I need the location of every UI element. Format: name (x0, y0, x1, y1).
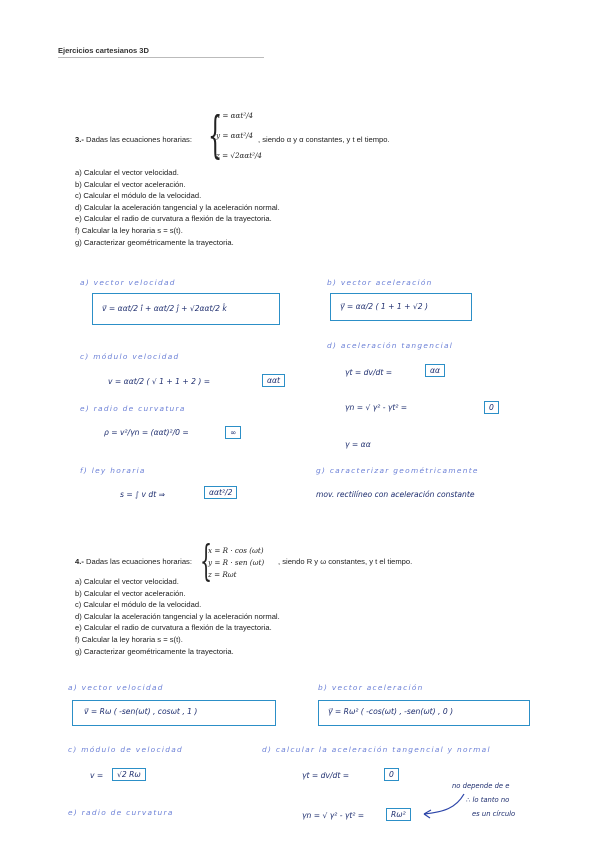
problem-3-eq-x: x = ααt²/4 (216, 111, 254, 120)
problem-3-item-e: e) Calcular el radio de curvatura a flexión de la trayectoria. (75, 214, 272, 224)
sol3-e-result: ∞ (225, 426, 241, 439)
sol3-g-label: g) caracterizar geométricamente (316, 466, 479, 475)
sol4-note-line3: es un círculo (472, 810, 516, 818)
sol3-d-label: d) aceleración tangencial (327, 341, 454, 350)
page-header-title: Ejercicios cartesianos 3D (58, 46, 149, 55)
sol4-e-label: e) radio de curvatura (68, 808, 174, 817)
problem-4-number: 4.- (75, 557, 84, 566)
sol3-d-tangential: γt = dv/dt = (345, 368, 393, 377)
sol3-a-result: v⃗ = ααt/2 î + ααt/2 ĵ + √2ααt/2 k̂ (102, 304, 227, 313)
sol3-b-label: b) vector aceleración (327, 278, 433, 287)
problem-3-eq-z: z = √2ααt²/4 (216, 151, 263, 160)
sol3-a-label: a) vector velocidad (80, 278, 176, 287)
problem-3-condition: , siendo α y α constantes, y t el tiempo. (258, 135, 390, 144)
sol4-note-line2: ∴ lo tanto no (466, 796, 510, 804)
problem-4-item-f: f) Calcular la ley horaria s = s(t). (75, 634, 183, 644)
problem-3-brace: { (208, 106, 223, 164)
sol4-c-expr: v = (90, 771, 104, 780)
problem-3-item-c: c) Calcular el módulo de la velocidad. (75, 191, 202, 201)
sol4-c-label: c) módulo de velocidad (68, 745, 184, 754)
sol3-c-expr: v = ααt/2 ( √ 1 + 1 + 2 ) = (108, 377, 211, 386)
problem-3-item-d: d) Calcular la aceleración tangencial y la aceleración normal. (75, 202, 280, 212)
problem-4-items (75, 577, 280, 658)
problem-4-eq-y: y = R · sen (ωt) (208, 558, 265, 567)
sol3-f-result: ααt²/2 (204, 486, 237, 499)
sol4-a-result: v⃗ = Rω ( -sen(ωt) , cosωt , 1 ) (84, 707, 198, 716)
sol4-d-tangential-result: 0 (384, 768, 399, 781)
problem-4-item-e: e) Calcular el radio de curvatura a flexión de la trayectoria. (75, 623, 272, 633)
sol4-d-normal-result: Rω² (386, 808, 411, 821)
header-divider (58, 57, 264, 58)
sol4-d-normal: γn = √ γ² - γt² = (302, 811, 365, 820)
problem-3-eq-y: y = ααt²/4 (216, 131, 254, 140)
problem-3-item-a: a) Calcular el vector velocidad. (75, 168, 179, 177)
problem-3-items (75, 168, 280, 249)
sol3-d-normal-result: 0 (484, 401, 499, 414)
sol4-d-label: d) calcular la aceleración tangencial y normal (262, 745, 491, 754)
sol3-f-expr: s = ∫ v dt ⇒ (120, 490, 165, 499)
sol3-b-result: γ⃗ = αα/2 ( 1 + 1 + √2 ) (340, 302, 428, 311)
sol3-d-tangential-result: αα (425, 364, 445, 377)
problem-4-condition: , siendo R y ω constantes, y t el tiempo. (278, 557, 413, 566)
problem-4-item-b: b) Calcular el vector aceleración. (75, 588, 186, 598)
problem-4-item-a: a) Calcular el vector velocidad. (75, 577, 179, 586)
sol3-g-result: mov. rectilíneo con aceleración constante (316, 490, 475, 499)
problem-3-equations (216, 110, 262, 162)
problem-3-number: 3.- (75, 135, 84, 144)
problem-3-item-b: b) Calcular el vector aceleración. (75, 179, 186, 189)
sol3-d-total: γ = αα (345, 440, 371, 449)
problem-3-intro-text: Dadas las ecuaciones horarias: (86, 135, 192, 144)
problem-4-intro-text: Dadas las ecuaciones horarias: (86, 557, 192, 566)
sol4-note-line1: no depende de e (452, 782, 510, 790)
sol3-c-label: c) módulo velocidad (80, 352, 180, 361)
sol4-a-label: a) vector velocidad (68, 683, 164, 692)
sol3-c-result: ααt (262, 374, 285, 387)
sol4-d-tangential: γt = dv/dt = (302, 771, 350, 780)
sol3-e-label: e) radio de curvatura (80, 404, 186, 413)
sol3-e-expr: ρ = v²/γn = (ααt)²/0 = (104, 428, 189, 437)
sol4-b-result: γ⃗ = Rω² ( -cos(ωt) , -sen(ωt) , 0 ) (328, 707, 454, 716)
problem-4-brace: { (200, 536, 213, 585)
problem-3-item-f: f) Calcular la ley horaria s = s(t). (75, 225, 183, 235)
note-arrow (418, 790, 468, 822)
problem-4-equations (208, 545, 264, 581)
problem-4-intro (75, 556, 192, 568)
sol3-d-normal: γn = √ γ² - γt² = (345, 403, 408, 412)
problem-4-item-d: d) Calcular la aceleración tangencial y la aceleración normal. (75, 611, 280, 621)
problem-4-eq-z: z = Rωt (208, 570, 237, 579)
problem-4-item-g: g) Caracterizar geométricamente la trayectoria. (75, 646, 234, 656)
problem-3-item-g: g) Caracterizar geométricamente la trayectoria. (75, 237, 234, 247)
problem-4-eq-x: x = R · cos (ωt) (208, 546, 264, 555)
problem-3-intro (75, 134, 192, 146)
sol4-c-result: √2 Rω (112, 768, 146, 781)
sol3-f-label: f) ley horaria (80, 466, 146, 475)
sol4-b-label: b) vector aceleración (318, 683, 424, 692)
problem-4-item-c: c) Calcular el módulo de la velocidad. (75, 600, 202, 610)
